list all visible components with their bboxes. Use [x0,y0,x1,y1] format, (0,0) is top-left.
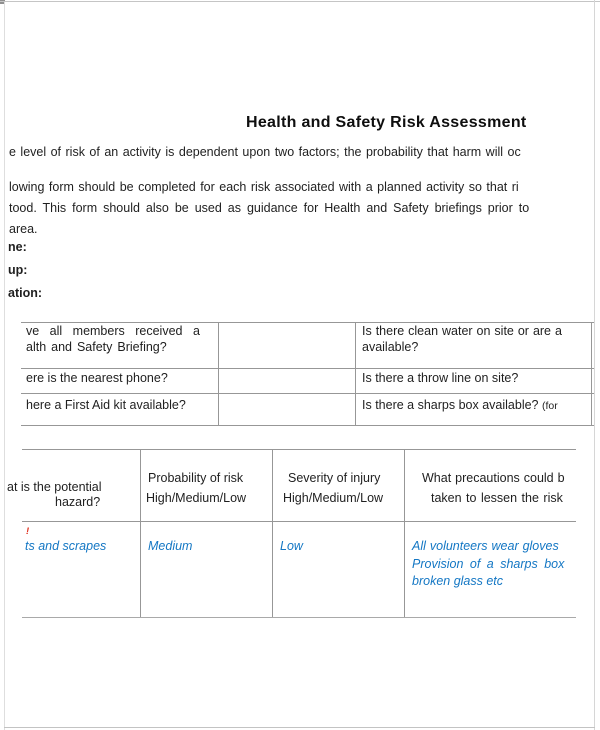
risk-table-border-header [22,521,576,522]
entry-precautions-line2: Provision of a sharps box [412,557,565,571]
entry-precautions-line1: All volunteers wear gloves [412,539,559,553]
risk-table-border-bottom [22,617,576,618]
header-hazard-line1: at is the potential [7,480,102,494]
field-label-group: up: [8,263,28,277]
entry-probability: Medium [148,539,193,553]
header-hazard-line2: hazard? [55,495,101,509]
body-line-2: tood. This form should also be used as guidance for Health and Safety briefings prior to [9,201,530,215]
checks-table-divider-3 [591,322,592,425]
header-probability-line2: High/Medium/Low [146,491,247,505]
entry-severity: Low [280,539,303,553]
risk-table-border-top [22,449,576,450]
checks-table-divider-1 [218,322,219,425]
checks-table-border-bottom [21,425,594,426]
checks-table-divider-2 [355,322,356,425]
page-edge-right [594,0,595,730]
risk-table-divider-1 [140,449,141,617]
header-probability-line1: Probability of risk [148,471,244,485]
risk-table-divider-3 [404,449,405,617]
question-clean-water-line1: Is there clean water on site or are a [362,324,562,338]
checks-table-border-row2 [21,393,594,394]
header-severity-line1: Severity of injury [288,471,381,485]
question-throw-line: Is there a throw line on site? [362,371,519,385]
question-briefing-line2: alth and Safety Briefing? [26,340,167,354]
body-line-3: area. [9,222,38,236]
header-severity-line2: High/Medium/Low [283,491,384,505]
question-nearest-phone: ere is the nearest phone? [26,371,168,385]
question-first-aid: here a First Aid kit available? [26,398,186,412]
risk-table-divider-2 [272,449,273,617]
field-label-name: ne: [8,240,27,254]
spellcheck-marker: ! [26,526,30,537]
page-title: Health and Safety Risk Assessment [246,114,527,131]
page-edge-top [0,1,600,2]
header-precautions-line1: What precautions could b [422,471,565,485]
question-sharps-box [362,397,558,414]
question-clean-water-line2: available? [362,340,419,354]
entry-hazard: ts and scrapes [25,539,107,553]
field-label-location: ation: [8,286,43,300]
question-sharps-box-note: (for [541,400,558,412]
entry-precautions-line3: broken glass etc [412,574,504,588]
page-edge-left [4,2,5,730]
intro-line: e level of risk of an activity is dependent upon two factors; the probability that harm will oc [9,145,521,159]
page-edge-bottom [4,727,595,728]
question-briefing-line1: ve all members received a [26,324,200,338]
question-sharps-box-text: Is there a sharps box available? [362,398,539,412]
header-precautions-line2: taken to lessen the risk [431,491,563,505]
checks-table-border-row1 [21,368,594,369]
body-line-1: lowing form should be completed for each risk associated with a planned activity so that ri [9,180,519,194]
